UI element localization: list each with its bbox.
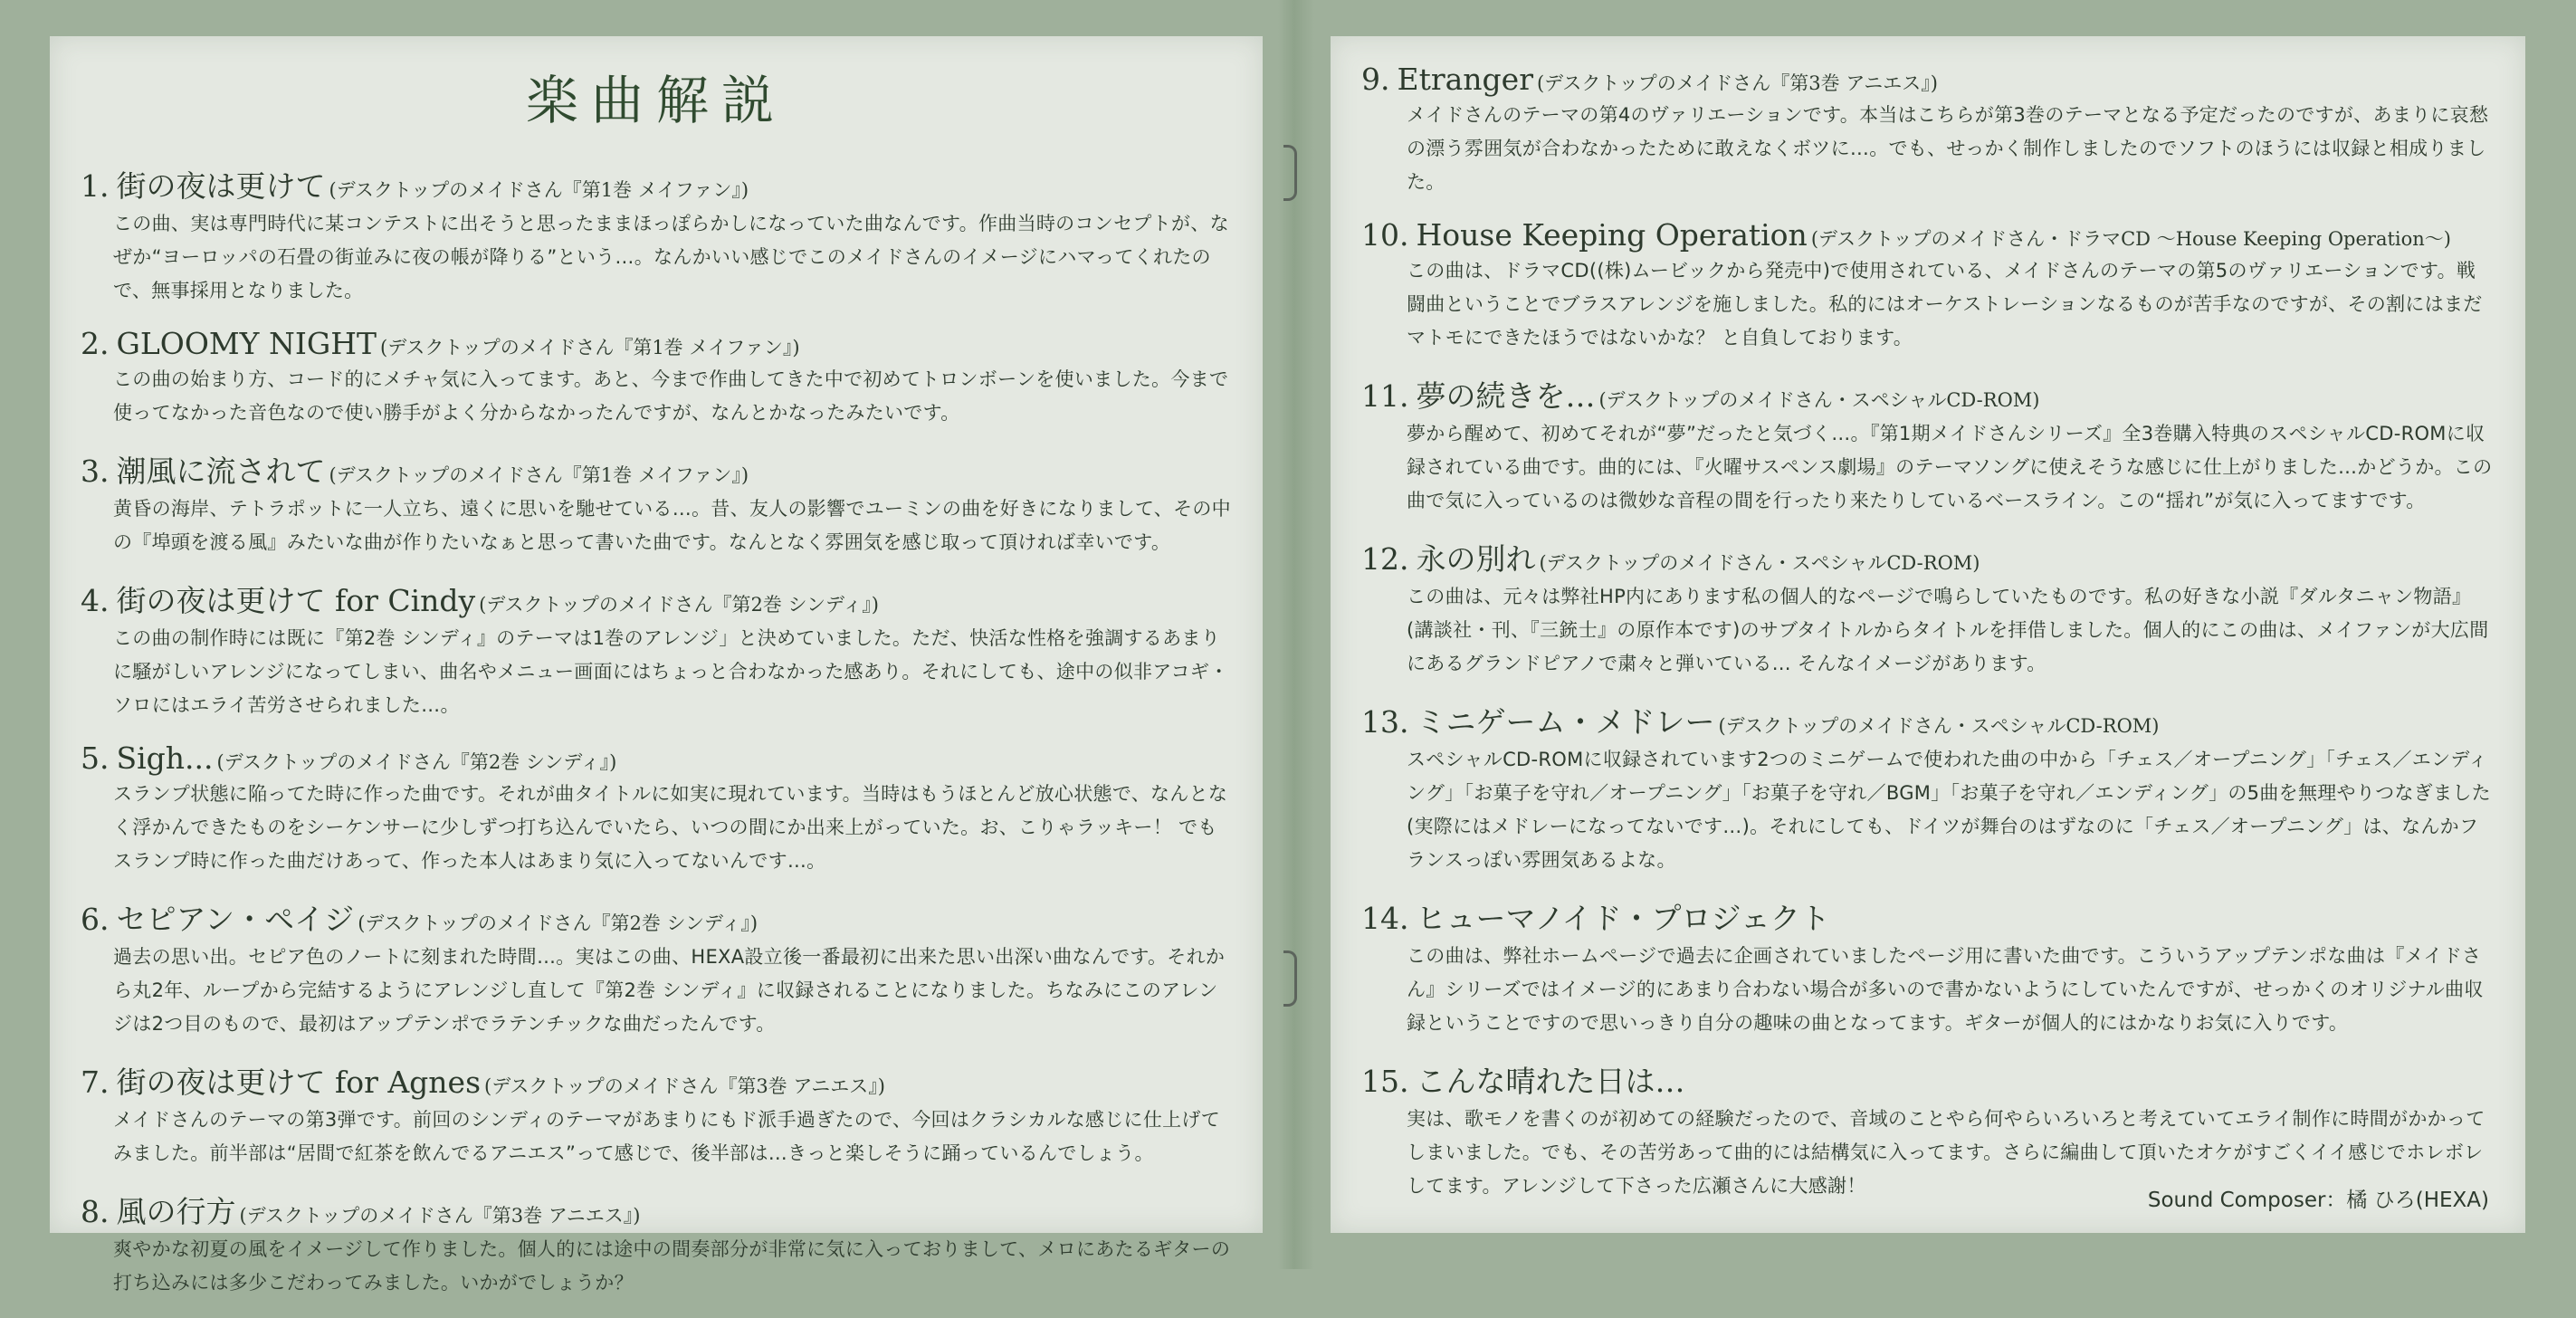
track-heading xyxy=(1361,699,2495,741)
track-title: Sigh... xyxy=(116,740,214,776)
left-page xyxy=(50,36,1263,1294)
track-description: 黄昏の海岸、テトラポットに一人立ち、遠くに思いを馳せている…。昔、友人の影響でユーミンの曲を好きになりまして、その中の『埠頭を渡る風』みたいな曲が作りたいなぁと思って書いた曲です。なんとなく雰囲気を感じ取って頂ければ幸いです。 xyxy=(113,498,1231,553)
track-number: 15. xyxy=(1361,1064,1409,1099)
track-title: こんな晴れた日は… xyxy=(1416,1064,1685,1099)
track-title: House Keeping Operation xyxy=(1416,217,1808,253)
track-title: セピアン・ペイジ xyxy=(116,902,355,937)
left-entry-list xyxy=(81,163,1232,1318)
track-source: (デスクトップのメイドさん『第1巻 メイファン』) xyxy=(380,337,800,358)
track-heading xyxy=(81,163,1232,205)
track-heading xyxy=(1361,536,2495,578)
track-description: この曲は、元々は弊社HP内にあります私の個人的なページで鳴らしていたものです。私の好きな小説『ダルタニャン物語』(講談社・刊、『三銃士』の原作本です)のサブタイトルからタイトルを拝借しました。個人的にこの曲は、メイファンが大広間にあるグランドピアノで粛々と弾いている… そんなイメージがあります。 xyxy=(1407,586,2489,674)
track-title: 夢の続きを… xyxy=(1416,378,1596,414)
track-heading xyxy=(1361,62,2495,97)
track-source: (デスクトップのメイドさん『第3巻 アニエス』) xyxy=(1536,72,1938,94)
track-entry xyxy=(1361,217,2495,355)
track-title: 永の別れ xyxy=(1416,541,1536,577)
right-page xyxy=(1331,36,2525,1233)
track-number: 5. xyxy=(81,740,110,776)
track-heading xyxy=(1361,217,2495,253)
track-number: 6. xyxy=(81,902,110,937)
track-number: 1. xyxy=(81,168,110,204)
track-number: 2. xyxy=(81,326,110,361)
page-title: 楽曲解説 xyxy=(525,70,787,131)
track-title: 風の行方 xyxy=(116,1194,236,1229)
track-description: この曲は、ドラマCD((株)ムービックから発売中)で使用されている、メイドさんのテーマの第5のヴァリエーションです。戦闘曲ということでブラスアレンジを施しました。私的にはオーケストレーションなるものが苦手なのですが、その割にはまだマトモにできたほうではないかな？ と自負しております。 xyxy=(1407,260,2483,349)
track-heading xyxy=(81,740,1232,776)
track-entry xyxy=(81,448,1232,559)
track-title: Etranger xyxy=(1397,62,1533,97)
track-entry xyxy=(1361,536,2495,681)
track-source: (デスクトップのメイドさん・ドラマCD ～House Keeping Operation～) xyxy=(1810,228,2451,250)
track-heading xyxy=(1361,1058,2495,1101)
track-description: この曲は、弊社ホームページで過去に企画されていましたページ用に書いた曲です。こういうアップテンポな曲は『メイドさん』シリーズではイメージ的にあまり合わない場合が多いので書かないようにしていたんですが、せっかくのオリジナル曲収録ということですので思いっきり自分の趣味の曲となってます。ギターが個人的にはかなりお気に入りです。 xyxy=(1407,945,2484,1034)
track-title: 街の夜は更けて for Agnes xyxy=(116,1065,482,1100)
track-title: ミニゲーム・メドレー xyxy=(1416,704,1715,740)
track-description: 爽やかな初夏の風をイメージして作りました。個人的には途中の間奏部分が非常に気に入っておりまして、メロにあたるギターの打ち込みには多少こだわってみました。いかがでしょうか？ xyxy=(113,1238,1231,1294)
track-heading xyxy=(81,448,1232,491)
track-entry xyxy=(1361,62,2495,199)
track-heading xyxy=(1361,895,2495,938)
track-title: 潮風に流されて xyxy=(116,454,326,489)
track-title: ヒューマノイド・プロジェクト xyxy=(1416,901,1830,936)
track-number: 12. xyxy=(1361,541,1409,577)
track-number: 7. xyxy=(81,1065,110,1100)
track-number: 14. xyxy=(1361,901,1409,936)
track-source: (デスクトップのメイドさん・スペシャルCD-ROM) xyxy=(1539,552,1980,574)
track-entry xyxy=(1361,699,2495,877)
track-entry xyxy=(81,326,1232,430)
track-number: 11. xyxy=(1361,378,1409,414)
track-heading xyxy=(1361,373,2495,415)
track-description: 過去の思い出。セピア色のノートに刻まれた時間…。実はこの曲、HEXA設立後一番最初に出来た思い出深い曲なんです。それから丸2年、ループから完結するようにアレンジし直して『第2巻 シンディ』に収録されることになりました。ちなみにこのアレンジは2つ目のもので、最初はアップテンポでラテンチックな曲だったんです。 xyxy=(113,946,1226,1035)
track-description: この曲の制作時には既に『第2巻 シンディ』のテーマは1巻のアレンジ」と決めていました。ただ、快活な性格を強調するあまりに騒がしいアレンジになってしまい、曲名やメニュー画面にはちょっと合わなかった感あり。それにしても、途中の似非アコギ・ソロにはエライ苦労させられました…。 xyxy=(113,627,1229,716)
track-entry xyxy=(81,163,1232,308)
track-number: 13. xyxy=(1361,704,1409,740)
track-description: スランプ状態に陥ってた時に作った曲です。それが曲タイトルに如実に現れています。当時はもうほとんど放心状態で、なんとなく浮かんできたものをシーケンサーに少しずつ打ち込んでいたら、いつの間にか出来上がっていた。お、こりゃラッキー！ でもスランプ時に作った曲だけあって、作った本人はあまり気に入ってないんです…。 xyxy=(113,783,1228,872)
track-title: GLOOMY NIGHT xyxy=(116,326,377,361)
track-title: 街の夜は更けて xyxy=(116,168,326,204)
track-description: メイドさんのテーマの第4のヴァリエーションです。本当はこちらが第3巻のテーマとなる予定だったのですが、あまりに哀愁の漂う雰囲気が合わなかったために敢えなくボツに…。でも、せっかく制作しましたのでソフトのほうには収録と相成りました。 xyxy=(1407,104,2489,193)
track-entry xyxy=(81,740,1232,878)
track-heading xyxy=(81,896,1232,939)
track-description: 実は、歌モノを書くのが初めての経験だったので、音域のことやら何やらいろいろと考えていてエライ制作に時間がかかってしまいました。でも、その苦労あって曲的には結構気に入ってます。さらに編曲して頂いたオケがすごくイイ感じでホレボレしてます。アレンジして下さった広瀬さんに大感謝！ xyxy=(1407,1108,2485,1197)
track-description: この曲、実は専門時代に某コンテストに出そうと思ったままほっぽらかしになっていた曲なんです。作曲当時のコンセプトが、なぜか“ヨーロッパの石畳の街並みに夜の帳が降りる”という…。なんかいい感じでこのメイドさんのイメージにハマってくれたので、無事採用となりました。 xyxy=(113,213,1229,301)
track-description: この曲の始まり方、コード的にメチャ気に入ってます。あと、今まで作曲してきた中で初めてトロンボーンを使いました。今まで使ってなかった音色なので使い勝手がよく分からなかったんですが、なんとかなったみたいです。 xyxy=(113,368,1229,424)
track-source: (デスクトップのメイドさん『第2巻 シンディ』) xyxy=(479,594,879,616)
staple-top xyxy=(1283,145,1297,201)
track-entry xyxy=(1361,895,2495,1040)
track-source: (デスクトップのメイドさん『第2巻 シンディ』) xyxy=(216,751,617,773)
track-entry xyxy=(1361,1058,2495,1203)
track-entry xyxy=(81,578,1232,722)
track-source: (デスクトップのメイドさん・スペシャルCD-ROM) xyxy=(1718,715,2160,737)
track-description: スペシャルCD-ROMに収録されています2つのミニゲームで使われた曲の中から「チェス／オープニング」「チェス／エンディング」「お菓子を守れ／オープニング」「お菓子を守れ／BGM」「お菓子を守れ／エンディング」の5曲を無理やりつなぎました(実際にはメドレーになってないです…)。それにしても、ドイツが舞台のはずなのに「チェス／オープニング」は、なんかフランスっぽい雰囲気あるよな。 xyxy=(1407,749,2491,871)
track-number: 3. xyxy=(81,454,110,489)
track-number: 9. xyxy=(1361,62,1390,97)
track-source: (デスクトップのメイドさん『第1巻 メイファン』) xyxy=(329,179,749,201)
track-number: 10. xyxy=(1361,217,1409,253)
composer-credit: Sound Composer：橘 ひろ(HEXA) xyxy=(2147,1189,2489,1212)
staple-bottom xyxy=(1283,950,1297,1007)
track-heading xyxy=(81,1189,1232,1231)
track-source: (デスクトップのメイドさん・スペシャルCD-ROM) xyxy=(1598,389,2040,411)
track-number: 4. xyxy=(81,583,110,618)
track-heading xyxy=(81,578,1232,620)
track-entry xyxy=(81,1189,1232,1300)
track-entry xyxy=(1361,373,2495,518)
track-source: (デスクトップのメイドさん『第1巻 メイファン』) xyxy=(329,464,749,486)
track-source: (デスクトップのメイドさん『第3巻 アニエス』) xyxy=(484,1075,885,1097)
track-description: 夢から醒めて、初めてそれが“夢”だったと気づく…。『第1期メイドさんシリーズ』全3巻購入特典のスペシャルCD-ROMに収録されている曲です。曲的には、『火曜サスペンス劇場』のテーマソングに使えそうな感じに仕上がりました…かどうか。この曲で気に入っているのは微妙な音程の間を行ったり来たりしているベースライン。この“揺れ”が気に入ってますです。 xyxy=(1407,423,2493,511)
track-source: (デスクトップのメイドさん『第2巻 シンディ』) xyxy=(358,912,758,934)
track-entry xyxy=(81,1059,1232,1170)
track-source: (デスクトップのメイドさん『第3巻 アニエス』) xyxy=(239,1205,641,1227)
track-heading xyxy=(81,326,1232,361)
right-entry-list xyxy=(1361,62,2495,1221)
track-description: メイドさんのテーマの第3弾です。前回のシンディのテーマがあまりにもド派手過ぎたので、今回はクラシカルな感じに仕上げてみました。前半部は“居間で紅茶を飲んでるアニエス”って感じで、後半部は…きっと楽しそうに踊っているんでしょう。 xyxy=(113,1109,1221,1164)
track-title: 街の夜は更けて for Cindy xyxy=(116,583,476,618)
track-entry xyxy=(81,896,1232,1041)
track-heading xyxy=(81,1059,1232,1102)
track-number: 8. xyxy=(81,1194,110,1229)
